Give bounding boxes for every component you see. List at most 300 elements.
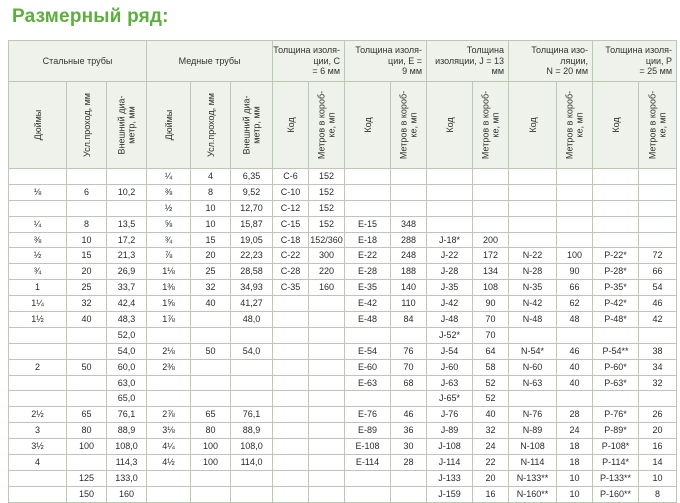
table-cell: 50 — [191, 343, 231, 359]
table-cell: 3 — [9, 423, 67, 439]
table-cell: P-22* — [593, 248, 639, 264]
group-insulation-c: Толщина изоля- ции, С = 6 мм — [273, 41, 345, 82]
column-header — [309, 82, 345, 169]
column-header-label: Внешний диа-метр, мм — [241, 95, 262, 155]
table-cell: 1 — [9, 280, 67, 296]
table-cell: J-52* — [427, 327, 473, 343]
table-cell: C-22 — [273, 248, 309, 264]
table-cell: 40 — [191, 296, 231, 312]
table-cell: E-42 — [345, 296, 391, 312]
group-insulation-p: Толщина изоля- ции, Р = 25 мм — [593, 41, 677, 82]
table-cell: 200 — [473, 232, 509, 248]
table-cell — [231, 486, 273, 502]
group-insulation-n: Толщина изо- ляции, N = 20 мм — [509, 41, 593, 82]
table-cell: 4½ — [147, 455, 191, 471]
column-header — [273, 82, 309, 169]
table-cell — [147, 375, 191, 391]
table-cell — [191, 375, 231, 391]
table-cell: 14 — [639, 455, 677, 471]
table-cell: 42 — [639, 312, 677, 328]
table-cell — [9, 391, 67, 407]
table-cell: 20 — [639, 423, 677, 439]
table-cell: 1⅛ — [147, 264, 191, 280]
table-cell: 46 — [639, 296, 677, 312]
table-cell: 40 — [67, 312, 107, 328]
table-cell: 1⅞ — [147, 312, 191, 328]
table-cell: N-108 — [509, 439, 557, 455]
column-header-label: Код — [610, 117, 621, 133]
table-cell: 12,70 — [231, 200, 273, 216]
table-cell: 40 — [557, 375, 593, 391]
table-cell — [231, 470, 273, 486]
table-cell — [509, 200, 557, 216]
table-cell: 28 — [391, 455, 427, 471]
table-cell: P-114* — [593, 455, 639, 471]
table-cell: 108,0 — [107, 439, 147, 455]
table-cell — [9, 327, 67, 343]
table-cell — [273, 423, 309, 439]
table-cell — [273, 391, 309, 407]
table-cell: 22 — [473, 455, 509, 471]
column-header-label: Метров в короб-ке, мп — [647, 90, 668, 160]
table-row — [9, 184, 677, 200]
table-cell: E-28 — [345, 264, 391, 280]
table-cell — [273, 407, 309, 423]
table-cell: 28,58 — [231, 264, 273, 280]
table-cell: 90 — [557, 264, 593, 280]
table-cell — [147, 470, 191, 486]
table-cell: 3⅛ — [147, 423, 191, 439]
table-cell: 220 — [309, 264, 345, 280]
table-cell — [557, 169, 593, 185]
table-cell: 188 — [391, 264, 427, 280]
table-cell: J-18* — [427, 232, 473, 248]
table-cell — [309, 343, 345, 359]
table-cell — [391, 391, 427, 407]
table-cell — [231, 391, 273, 407]
table-cell: 1½ — [9, 312, 67, 328]
table-cell: ⅛ — [9, 184, 67, 200]
table-row — [9, 470, 677, 486]
table-row — [9, 296, 677, 312]
table-cell: 8 — [639, 486, 677, 502]
table-cell: 62 — [557, 296, 593, 312]
table-cell — [391, 486, 427, 502]
table-cell: 134 — [473, 264, 509, 280]
table-cell: 42,4 — [107, 296, 147, 312]
table-cell: E-108 — [345, 439, 391, 455]
table-cell: 52 — [473, 391, 509, 407]
table-cell: ⅞ — [147, 248, 191, 264]
table-cell — [427, 216, 473, 232]
table-cell — [345, 327, 391, 343]
column-header — [639, 82, 677, 169]
table-cell — [273, 455, 309, 471]
table-cell — [273, 312, 309, 328]
table-cell — [391, 184, 427, 200]
table-cell — [639, 184, 677, 200]
column-header-label: Усл.проход, мм — [205, 93, 216, 157]
table-cell — [231, 327, 273, 343]
column-header — [593, 82, 639, 169]
table-cell — [147, 391, 191, 407]
table-cell — [593, 200, 639, 216]
table-cell: ½ — [9, 248, 67, 264]
table-row — [9, 455, 677, 471]
table-row — [9, 486, 677, 502]
table-cell: 32 — [67, 296, 107, 312]
table-cell: ¼ — [147, 169, 191, 185]
table-cell: 32 — [473, 423, 509, 439]
table-cell — [509, 391, 557, 407]
table-cell: 40 — [557, 359, 593, 375]
table-cell — [309, 375, 345, 391]
table-cell: 66 — [639, 264, 677, 280]
table-cell: N-133** — [509, 470, 557, 486]
table-cell: P-108* — [593, 439, 639, 455]
table-cell: 80 — [191, 423, 231, 439]
table-cell: 26,9 — [107, 264, 147, 280]
table-cell: 10 — [557, 486, 593, 502]
table-cell — [557, 232, 593, 248]
table-cell — [593, 216, 639, 232]
table-cell: N-42 — [509, 296, 557, 312]
table-row — [9, 407, 677, 423]
table-cell — [509, 184, 557, 200]
column-header-label: Метров в короб-ке, мп — [398, 90, 419, 160]
table-cell: 4 — [9, 455, 67, 471]
table-cell: 17,2 — [107, 232, 147, 248]
table-cell: 152 — [309, 169, 345, 185]
column-header-label: Дюймы — [32, 109, 43, 141]
table-cell: E-114 — [345, 455, 391, 471]
table-cell — [391, 169, 427, 185]
table-cell — [639, 200, 677, 216]
table-cell: 50 — [67, 359, 107, 375]
table-cell: J-48 — [427, 312, 473, 328]
table-cell: 63,0 — [107, 375, 147, 391]
table-cell: 64 — [473, 343, 509, 359]
table-cell — [391, 470, 427, 486]
group-steel-pipes: Стальные трубы — [9, 41, 147, 82]
table-cell: 100 — [191, 439, 231, 455]
table-row — [9, 327, 677, 343]
table-cell: 46 — [391, 407, 427, 423]
table-cell — [427, 200, 473, 216]
table-cell — [509, 232, 557, 248]
table-cell: 24 — [557, 423, 593, 439]
table-cell: 248 — [391, 248, 427, 264]
table-cell — [67, 200, 107, 216]
table-cell: 3½ — [9, 439, 67, 455]
table-cell: J-42 — [427, 296, 473, 312]
table-cell: J-22 — [427, 248, 473, 264]
page-title: Размерный ряд: — [12, 6, 169, 27]
table-cell — [107, 169, 147, 185]
table-row — [9, 312, 677, 328]
table-cell — [509, 327, 557, 343]
size-range-table — [8, 40, 677, 503]
table-cell: 172 — [473, 248, 509, 264]
table-cell: 72 — [639, 248, 677, 264]
table-cell: 48,0 — [231, 312, 273, 328]
table-cell: 48 — [557, 312, 593, 328]
table-cell — [593, 232, 639, 248]
table-cell: 1¼ — [9, 296, 67, 312]
table-cell: 58 — [473, 359, 509, 375]
table-row — [9, 169, 677, 185]
table-cell — [593, 169, 639, 185]
table-cell: E-63 — [345, 375, 391, 391]
table-cell — [191, 391, 231, 407]
table-cell — [309, 296, 345, 312]
table-cell: J-54 — [427, 343, 473, 359]
table-cell — [191, 486, 231, 502]
column-header-label: Код — [285, 117, 296, 133]
table-cell — [147, 327, 191, 343]
column-header — [509, 82, 557, 169]
table-cell — [273, 327, 309, 343]
table-cell — [309, 312, 345, 328]
table-cell: N-76 — [509, 407, 557, 423]
table-cell: 25 — [191, 264, 231, 280]
table-cell: 1⅝ — [147, 296, 191, 312]
table-cell: N-89 — [509, 423, 557, 439]
table-cell: 114,3 — [107, 455, 147, 471]
table-cell: 32 — [191, 280, 231, 296]
table-cell: P-60* — [593, 359, 639, 375]
table-row — [9, 216, 677, 232]
table-cell: P-28* — [593, 264, 639, 280]
table-cell: ⅝ — [147, 216, 191, 232]
column-header — [231, 82, 273, 169]
table-cell — [9, 375, 67, 391]
table-cell — [593, 184, 639, 200]
table-cell: 16 — [473, 486, 509, 502]
table-cell — [107, 200, 147, 216]
table-cell: P-54** — [593, 343, 639, 359]
table-cell: E-89 — [345, 423, 391, 439]
table-cell: 9,52 — [231, 184, 273, 200]
table-cell — [345, 486, 391, 502]
table-row — [9, 439, 677, 455]
table-body — [9, 169, 677, 503]
table-cell: ¾ — [147, 232, 191, 248]
table-cell: 1⅜ — [147, 280, 191, 296]
table-cell: 2⅜ — [147, 359, 191, 375]
column-header — [473, 82, 509, 169]
column-header-label: Внешний диа-метр, мм — [116, 95, 137, 155]
table-cell: N-48 — [509, 312, 557, 328]
table-cell: 10 — [191, 216, 231, 232]
table-cell: 8 — [191, 184, 231, 200]
table-cell: 15 — [191, 232, 231, 248]
table-cell: C-15 — [273, 216, 309, 232]
table-cell: 152/360 — [309, 232, 345, 248]
table-cell — [345, 169, 391, 185]
table-cell — [639, 327, 677, 343]
table-cell: 2½ — [9, 407, 67, 423]
table-cell: C-18 — [273, 232, 309, 248]
table-cell: 76,1 — [107, 407, 147, 423]
table-cell: 2 — [9, 359, 67, 375]
table-cell — [639, 391, 677, 407]
table-cell: 54 — [639, 280, 677, 296]
table-cell — [147, 486, 191, 502]
table-cell — [557, 200, 593, 216]
table-cell: 70 — [391, 359, 427, 375]
table-cell: C-10 — [273, 184, 309, 200]
table-cell: J-89 — [427, 423, 473, 439]
table-cell: 300 — [309, 248, 345, 264]
column-header-row — [9, 82, 677, 169]
table-cell: P-160** — [593, 486, 639, 502]
column-header — [557, 82, 593, 169]
table-cell: 65 — [191, 407, 231, 423]
table-cell — [191, 359, 231, 375]
table-cell: 22,23 — [231, 248, 273, 264]
table-cell: E-22 — [345, 248, 391, 264]
table-cell: 19,05 — [231, 232, 273, 248]
table-cell: 2⅞ — [147, 407, 191, 423]
group-copper-pipes: Медные трубы — [147, 41, 273, 82]
table-cell — [345, 470, 391, 486]
table-cell — [473, 184, 509, 200]
table-cell — [639, 232, 677, 248]
table-cell: N-28 — [509, 264, 557, 280]
table-cell: 16 — [639, 439, 677, 455]
table-cell — [345, 391, 391, 407]
table-cell: 90 — [473, 296, 509, 312]
table-cell: 10 — [557, 470, 593, 486]
table-cell: 114,0 — [231, 455, 273, 471]
table-cell: 288 — [391, 232, 427, 248]
table-cell: 6,35 — [231, 169, 273, 185]
table-cell: 38 — [639, 343, 677, 359]
table-cell: N-22 — [509, 248, 557, 264]
table-cell: 84 — [391, 312, 427, 328]
table-cell: 46 — [557, 343, 593, 359]
table-cell: C-35 — [273, 280, 309, 296]
table-cell: ¼ — [9, 216, 67, 232]
table-cell: N-35 — [509, 280, 557, 296]
table-cell: 28 — [557, 407, 593, 423]
table-cell — [639, 216, 677, 232]
table-cell: J-159 — [427, 486, 473, 502]
table-cell — [9, 200, 67, 216]
table-cell: ¾ — [9, 264, 67, 280]
table-cell: 20 — [473, 470, 509, 486]
table-cell: 76 — [391, 343, 427, 359]
table-cell — [9, 486, 67, 502]
table-cell: J-60 — [427, 359, 473, 375]
column-header-label: Метров в короб-ке, мп — [316, 90, 337, 160]
table-cell — [509, 169, 557, 185]
group-insulation-e: Толщина изоля- ции, Е = 9 мм — [345, 41, 427, 82]
table-cell — [273, 375, 309, 391]
table-cell: 70 — [473, 312, 509, 328]
table-cell — [345, 184, 391, 200]
table-cell: ½ — [147, 200, 191, 216]
table-cell: E-15 — [345, 216, 391, 232]
table-cell — [309, 327, 345, 343]
table-cell: N-160** — [509, 486, 557, 502]
table-cell: 34,93 — [231, 280, 273, 296]
table-cell: 33,7 — [107, 280, 147, 296]
table-cell: 2⅛ — [147, 343, 191, 359]
table-cell — [67, 169, 107, 185]
table-cell — [67, 343, 107, 359]
column-header-label: Дюймы — [163, 109, 174, 141]
table-cell — [67, 455, 107, 471]
table-cell — [309, 423, 345, 439]
table-cell: E-35 — [345, 280, 391, 296]
table-cell: 36 — [391, 423, 427, 439]
table-cell: P-42* — [593, 296, 639, 312]
table-cell: 65 — [67, 407, 107, 423]
table-cell: 41,27 — [231, 296, 273, 312]
table-cell: 54,0 — [231, 343, 273, 359]
table-cell — [557, 216, 593, 232]
table-cell: P-89* — [593, 423, 639, 439]
table-cell: 348 — [391, 216, 427, 232]
table-cell — [191, 312, 231, 328]
column-header-label: Метров в короб-ке, мп — [564, 90, 585, 160]
table-cell: 152 — [309, 184, 345, 200]
table-cell: J-133 — [427, 470, 473, 486]
table-cell: 40 — [473, 407, 509, 423]
table-cell: N-54* — [509, 343, 557, 359]
group-header-row — [9, 41, 677, 82]
column-header — [191, 82, 231, 169]
table-row — [9, 232, 677, 248]
table-cell: 54,0 — [107, 343, 147, 359]
table-cell: C-12 — [273, 200, 309, 216]
table-cell: J-35 — [427, 280, 473, 296]
table-cell: 76,1 — [231, 407, 273, 423]
table-cell: 100 — [67, 439, 107, 455]
table-cell — [9, 343, 67, 359]
group-insulation-j: Толщина изоляции, J = 13 мм — [427, 41, 509, 82]
column-header-label: Код — [444, 117, 455, 133]
table-cell — [67, 391, 107, 407]
table-row — [9, 248, 677, 264]
table-cell: 66 — [557, 280, 593, 296]
table-cell: E-54 — [345, 343, 391, 359]
table-cell — [309, 439, 345, 455]
table-cell: 65,0 — [107, 391, 147, 407]
table-cell: 150 — [67, 486, 107, 502]
table-cell — [309, 359, 345, 375]
table-cell: 100 — [191, 455, 231, 471]
table-row — [9, 359, 677, 375]
table-cell: 140 — [391, 280, 427, 296]
table-cell: 88,9 — [107, 423, 147, 439]
table-cell — [309, 486, 345, 502]
table-cell — [593, 391, 639, 407]
table-cell: J-63 — [427, 375, 473, 391]
table-cell — [309, 407, 345, 423]
table-cell — [391, 327, 427, 343]
column-header — [427, 82, 473, 169]
table-cell — [557, 184, 593, 200]
table-cell: E-76 — [345, 407, 391, 423]
table-cell: 18 — [557, 455, 593, 471]
table-cell: 21,3 — [107, 248, 147, 264]
table-cell — [345, 200, 391, 216]
table-cell — [427, 184, 473, 200]
table-cell: 15 — [67, 248, 107, 264]
